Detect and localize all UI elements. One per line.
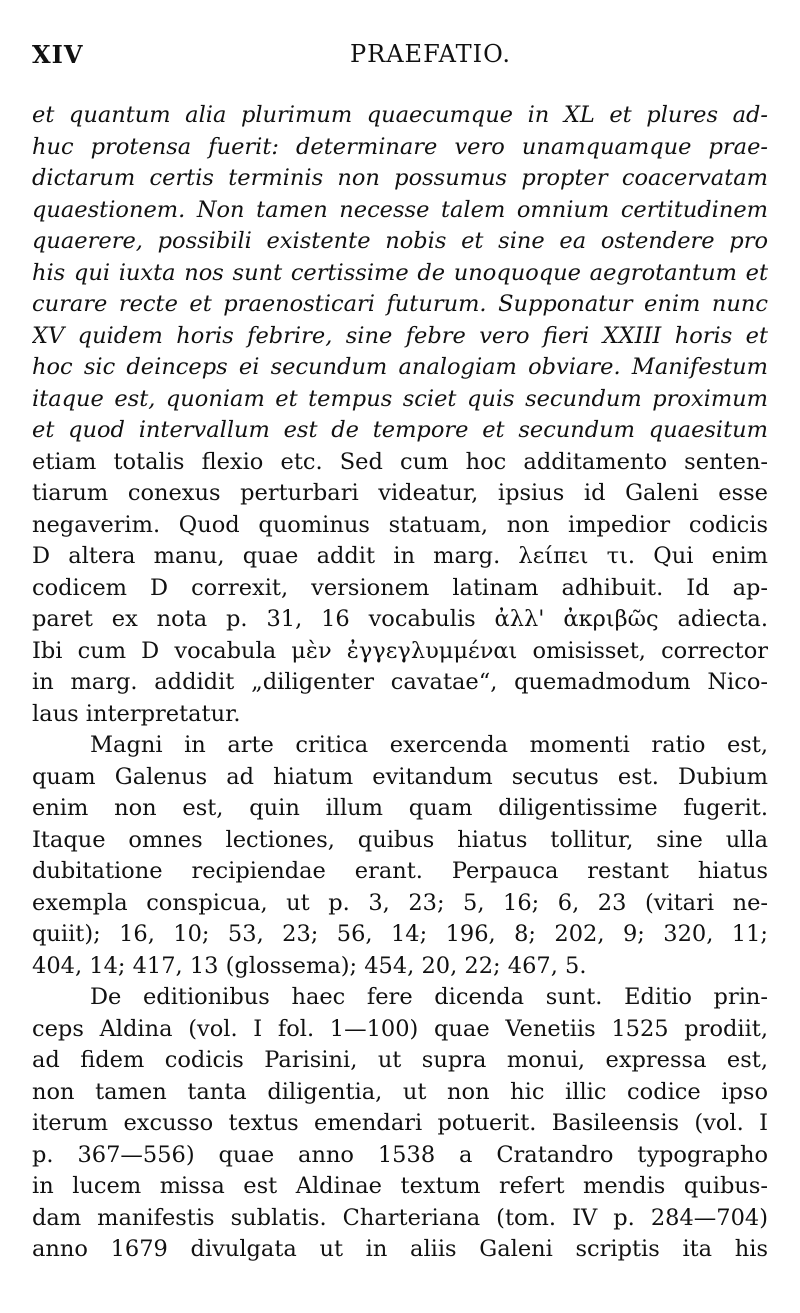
text-line: dictarum certis terminis non possumus propter coacervatam — [32, 165, 768, 191]
text-line: et quod intervallum est de tempore et secundum quaesitum — [32, 417, 768, 443]
text-line: et quantum alia plurimum quaecumque in XL et plures ad- — [32, 102, 768, 128]
page-number: XIV — [32, 40, 84, 69]
text-line: ad fidem codicis Parisini, ut supra monui, expressa est, — [32, 1047, 768, 1073]
text-line: codicem D correxit, versionem latinam adhibuit. Id ap- — [32, 574, 768, 601]
text-line: 404, 14; 417, 13 (glossema); 454, 20, 22; 467, 5. — [32, 952, 587, 979]
text-line: XV quidem horis febrire, sine febre vero fieri XXIII horis et — [32, 322, 768, 349]
text-line: quam Galenus ad hiatum evitandum secutus est. Dubium — [32, 763, 768, 790]
text-line: his qui iuxta nos sunt certissime de unoquoque aegrotantum et — [32, 259, 768, 286]
text-line: quiit); 16, 10; 53, 23; 56, 14; 196, 8; 202, 9; 320, 11; — [32, 921, 768, 947]
text-line: in marg. addidit „diligenter cavatae“, quemadmodum Nico- — [32, 669, 768, 695]
text-line: Itaque omnes lectiones, quibus hiatus tollitur, sine ulla — [32, 826, 768, 853]
text-line: in lucem missa est Aldinae textum refert mendis quibus- — [32, 1173, 768, 1199]
text-line: D altera manu, quae addit in marg. λείπει τι. Qui enim — [32, 543, 768, 569]
text-line: negaverim. Quod quominus statuam, non impedior codicis — [32, 511, 768, 538]
text-body — [32, 100, 768, 1266]
text-line: quaerere, possibili existente nobis et sine ea ostendere pro — [32, 228, 768, 254]
text-line: dubitatione recipiendae erant. Perpauca restant hiatus — [32, 858, 768, 884]
text-line: Magni in arte critica exercenda momenti ratio est, — [90, 732, 768, 758]
text-line: iterum excusso textus emendari potuerit. Basileensis (vol. I — [32, 1110, 768, 1136]
text-line: dam manifestis sublatis. Charteriana (tom. IV p. 284—704) — [32, 1204, 768, 1231]
text-line: huc protensa fuerit: determinare vero unamquamque prae- — [32, 133, 768, 160]
text-line: enim non est, quin illum quam diligentissime fugerit. — [32, 795, 768, 821]
text-line: paret ex nota p. 31, 16 vocabulis ἀλλ' ἀκριβῶς adiecta. — [32, 606, 768, 632]
text-line: itaque est, quoniam et tempus sciet quis secundum proximum — [32, 385, 768, 412]
text-line: exempla conspicua, ut p. 3, 23; 5, 16; 6, 23 (vitari ne- — [32, 889, 768, 916]
text-line: p. 367—556) quae anno 1538 a Cratandro typographo — [32, 1141, 768, 1168]
running-title: PRAEFATIO. — [350, 40, 512, 68]
text-line: hoc sic deinceps ei secundum analogiam obviare. Manifestum — [32, 354, 768, 380]
text-line: ceps Aldina (vol. I fol. 1—100) quae Venetiis 1525 prodiit, — [32, 1015, 768, 1042]
text-line: non tamen tanta diligentia, ut non hic illic codice ipso — [32, 1078, 768, 1105]
text-line: laus interpretatur. — [32, 700, 241, 727]
text-line: etiam totalis flexio etc. Sed cum hoc additamento senten- — [32, 448, 768, 475]
page-header — [32, 40, 772, 80]
text-line: anno 1679 divulgata ut in aliis Galeni scriptis ita his — [32, 1236, 768, 1262]
text-line: Ibi cum D vocabula μὲν ἐγγεγλυμμέναι omisisset, corrector — [32, 637, 768, 664]
text-line: De editionibus haec fere dicenda sunt. Editio prin- — [90, 984, 768, 1010]
text-line: tiarum conexus perturbari videatur, ipsius id Galeni esse — [32, 480, 768, 506]
text-line: quaestionem. Non tamen necesse talem omnium certitudinem — [32, 196, 768, 223]
text-line: curare recte et praenosticari futurum. Supponatur enim nunc — [32, 291, 768, 317]
